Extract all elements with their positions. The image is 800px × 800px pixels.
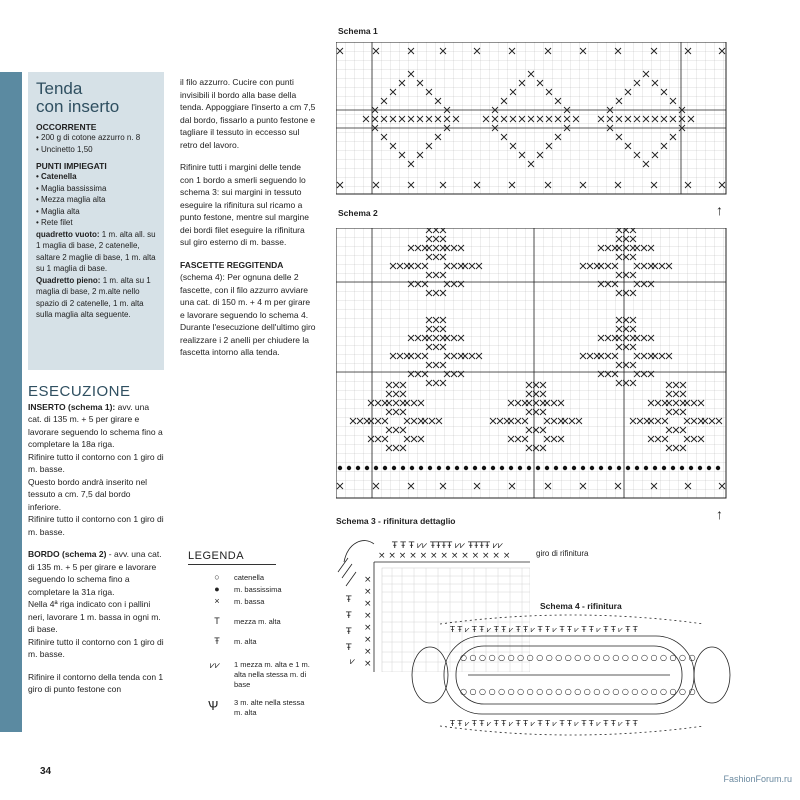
arrow-up-icon: ↑ [716,506,723,522]
material-item: • Uncinetto 1,50 [36,144,158,156]
svg-text:×: × [364,575,372,585]
arrow-up-icon: ↑ [716,202,723,218]
dot-mark [599,466,603,470]
middle-column [180,76,316,359]
svg-text:Ŧ: Ŧ [346,627,352,637]
inserto-paragraph [28,401,164,451]
dot-mark [338,466,342,470]
dot-mark [689,466,693,470]
schema3-label: Schema 3 - rifinitura dettaglio [336,516,456,526]
dot-mark [464,466,468,470]
dot-mark [707,466,711,470]
quadretto-pieno-text: 1 m. alta su 1 maglia di base, 2 m.alte nello spazio di 2 catenelle, 1 m. alta sulla maglia alta seguente. [36,275,151,319]
svg-text:×: × [364,635,372,645]
schema1-chart [336,42,728,196]
paragraph: Nella 4ª riga indicato con i pallini neri, lavorare 1 m. bassa in ogni m. di base. [28,599,161,634]
bordo-text: - avv. una cat. di 135 m. + 5 per girare e lavorare seguendo lo schema fino a completare la 31a riga. [28,549,162,597]
legend-title: LEGENDA [188,550,245,562]
dot-mark [590,466,594,470]
stitch-item: • Mezza maglia alta [36,194,158,206]
double-crochet-icon: Ŧ [214,636,220,646]
dot-mark [518,466,522,470]
dot-mark [635,466,639,470]
combo-stitch-icon: ⩗⩗ [209,660,221,670]
single-crochet-icon: × [214,596,220,606]
dot-mark [662,466,666,470]
esecuzione-section [28,383,164,696]
inserto-text: avv. una cat. di 135 m. + 5 per girare e lavorare seguendo lo schema fino a completare la 18a riga. [28,401,163,449]
bordo-label: BORDO (schema 2) [28,549,107,559]
dot-mark [617,466,621,470]
svg-text:Ŧ: Ŧ [346,643,352,653]
dot-mark [428,466,432,470]
legend-label: m. bassa [234,597,265,606]
paragraph: Rifinire tutto il contorno con 1 giro di m. basse. [28,514,164,537]
schema1-label: Schema 1 [338,26,378,36]
dot-mark [716,466,720,470]
schema2-chart [336,228,728,500]
dot-mark [545,466,549,470]
dot-mark [455,466,459,470]
schema4-label: Schema 4 - rifinitura [540,601,622,611]
dot-mark [554,466,558,470]
inserto-label: INSERTO (schema 1): [28,401,116,412]
material-item: • 200 g di cotone azzurro n. 8 [36,132,158,144]
dot-mark [563,466,567,470]
dot-mark [626,466,630,470]
dot-mark [419,466,423,470]
dot-mark [671,466,675,470]
svg-text:×: × [364,611,372,621]
svg-text:×: × [364,599,372,609]
dot-mark [383,466,387,470]
quadretto-vuoto-label: quadretto vuoto: [36,229,100,239]
svg-text:⩗: ⩗ [350,657,356,667]
dot-mark [446,466,450,470]
paragraph: Rifinire tutto il contorno con 1 giro di m. basse. [28,636,164,659]
dot-mark [491,466,495,470]
schema2-label: Schema 2 [338,208,378,218]
svg-text:×: × [364,647,372,657]
project-subtitle: con inserto [36,97,120,116]
quadretto-vuoto [36,229,158,275]
svg-text:Ŧ Ŧ ⩗ Ŧ Ŧ ⩗ Ŧ Ŧ ⩗ Ŧ Ŧ ⩗ Ŧ Ŧ ⩗: Ŧ Ŧ ⩗ Ŧ Ŧ ⩗ Ŧ Ŧ ⩗ Ŧ Ŧ ⩗ Ŧ Ŧ ⩗ Ŧ Ŧ ⩗ Ŧ Ŧ ⩗ Ŧ Ŧ ⩗ Ŧ Ŧ [450,625,638,634]
paragraph: Durante l'esecuzione dell'ultimo giro realizzare i 2 anelli per chiudere la fascetta intorno alla tenda. [180,322,316,357]
paragraph: Questo bordo andrà inserito nel tessuto a cm. 7,5 dal bordo inferiore. [28,476,148,512]
legend-label: m. alta [234,637,257,646]
paragraph: Rifinire tutti i margini delle tende con 1 bordo a smerli seguendo lo schema 3: sui margini in tessuto eseguire la rifinitura sul ricamo a punto festone, mentre sul margine dei bordi filet eseguire la rifinitura sul giro esterno di m. basse. [180,162,309,247]
legend-label: mezza m. alta [234,617,281,626]
fascette-heading: FASCETTE REGGITENDA [180,259,284,270]
svg-text:× × × × × × × × × × × × ×: × × × × × × × × × × × × × [378,551,511,561]
quadretto-pieno [36,275,158,321]
stitch-item: • Rete filet [36,217,158,229]
occorrente-heading: OCCORRENTE [36,122,97,132]
dot-mark [473,466,477,470]
dot-mark [608,466,612,470]
dot-mark [356,466,360,470]
legend-divider [188,564,276,565]
dot-mark [500,466,504,470]
paragraph: Rifinire il contorno della tenda con 1 giro di punto festone con [28,671,164,694]
stitch-item: • Maglia alta [36,206,158,218]
svg-text:Ŧ: Ŧ [346,595,352,605]
materials-box [28,72,164,370]
dot-mark [482,466,486,470]
legend-label: m. bassissima [234,585,282,594]
sidebar-stripe [0,72,22,732]
dot-mark [536,466,540,470]
project-title: Tenda [36,79,83,98]
quadretto-pieno-label: Quadretto pieno: [36,275,101,285]
legend-label: catenella [234,573,265,582]
paragraph: (schema 4): Per ognuna delle 2 fascette, con il filo azzurro avviare una cat. di 150 m. + 4 m per girare e lavorare seguendo lo schema 4. [180,272,311,320]
svg-text:Ŧ Ŧ ⩗ Ŧ Ŧ ⩗ Ŧ Ŧ ⩗ Ŧ Ŧ ⩗ Ŧ Ŧ ⩗: Ŧ Ŧ ⩗ Ŧ Ŧ ⩗ Ŧ Ŧ ⩗ Ŧ Ŧ ⩗ Ŧ Ŧ ⩗ Ŧ Ŧ ⩗ Ŧ Ŧ ⩗ Ŧ Ŧ ⩗ Ŧ Ŧ [450,719,638,728]
dot-mark [698,466,702,470]
half-double-icon: T [214,616,220,626]
dot-mark [509,466,513,470]
watermark: FashionForum.ru [723,774,792,784]
paragraph: Rifinire tutto il contorno con 1 giro di m. basse. [28,451,164,474]
paragraph: il filo azzurro. Cucire con punti invisibili il bordo alla base della tenda. Appoggiare l'inserto a cm 7,5 dal bordo, fissarlo a punto festone e tagliare il tessuto in eccesso sul retro del lavoro. [180,77,316,150]
cluster-stitch-icon: Ѱ [207,698,219,713]
giro-label: giro di rifinitura [536,549,589,558]
dot-mark [392,466,396,470]
dot-mark [374,466,378,470]
dot-mark [653,466,657,470]
svg-text:○ ○ ○ ○ ○ ○ ○ ○ ○ ○ ○ ○ ○ ○ ○: ○ ○ ○ ○ ○ ○ ○ ○ ○ ○ ○ ○ ○ ○ ○ ○ ○ ○ ○ ○ ○ ○ ○ ○ ○ [460,687,696,696]
svg-text:Ŧ: Ŧ [346,611,352,621]
dot-mark [581,466,585,470]
dot-mark [401,466,405,470]
slip-stitch-icon: ● [214,584,220,594]
esecuzione-title: ESECUZIONE [28,383,131,400]
page-number: 34 [40,766,52,777]
chain-stitch-icon: ○ [214,572,220,582]
dot-mark [644,466,648,470]
dot-mark [410,466,414,470]
quadretto-vuoto-text: 1 m. alta all. su 1 maglia di base, 2 catenelle, saltare 2 maglie di base, 1 m. alta su 1 maglia di base. [36,229,156,273]
stitch-item: • Maglia bassissima [36,183,158,195]
bordo-paragraph [28,548,164,598]
dot-mark [527,466,531,470]
legend-label: 3 m. alte nella stessa m. alta [234,698,305,717]
legend-label: 1 mezza m. alta e 1 m. alta nella stessa m. di base [234,660,310,689]
stitch-item: • Catenella [36,171,158,183]
dot-mark [572,466,576,470]
dot-mark [347,466,351,470]
svg-text:×: × [364,659,372,669]
dot-mark [365,466,369,470]
schema4-diagram [404,612,740,736]
svg-text:×: × [364,587,372,597]
dot-mark [680,466,684,470]
svg-text:×: × [364,623,372,633]
punti-heading: PUNTI IMPIEGATI [36,161,107,171]
dot-mark [437,466,441,470]
svg-text:Ŧ Ŧ Ŧ ⩗⩗ ŦŦŦŦ ⩗⩗ ŦŦŦŦ ⩗⩗: Ŧ Ŧ Ŧ ⩗⩗ ŦŦŦŦ ⩗⩗ ŦŦŦŦ ⩗⩗ [392,541,503,551]
svg-text:○ ○ ○ ○ ○ ○ ○ ○ ○ ○ ○ ○ ○ ○ ○: ○ ○ ○ ○ ○ ○ ○ ○ ○ ○ ○ ○ ○ ○ ○ ○ ○ ○ ○ ○ ○ ○ ○ ○ ○ [460,653,696,662]
